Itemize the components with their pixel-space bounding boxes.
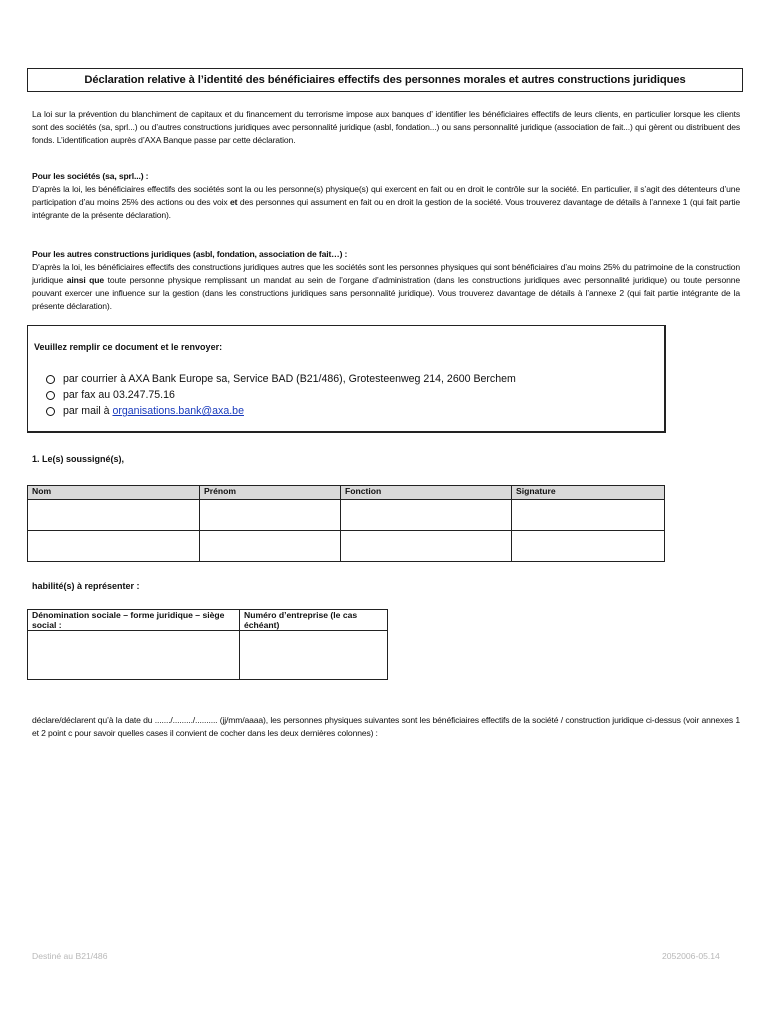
mail-prefix: par mail à: [63, 405, 113, 417]
return-method-fax: [46, 387, 516, 403]
societes-et: et: [230, 197, 238, 207]
circle-bullet-icon: [46, 407, 55, 416]
signatories-table: [27, 485, 665, 562]
header-prenom: Prénom: [200, 486, 341, 500]
nom-cell[interactable]: [28, 531, 200, 562]
courrier-text: par courrier à AXA Bank Europe sa, Service BAD (B21/486), Grotesteenweg 214, 2600 Berchem: [63, 373, 516, 385]
return-method-courrier: [46, 371, 516, 387]
table-row: [28, 631, 388, 680]
autres-ainsi-que: ainsi que: [66, 275, 105, 285]
return-methods-list: [46, 371, 516, 419]
mail-link[interactable]: organisations.bank@axa.be: [112, 405, 244, 417]
header-denomination: Dénomination sociale – forme juridique – siège social :: [28, 610, 240, 631]
denomination-cell[interactable]: [28, 631, 240, 680]
header-nom: Nom: [28, 486, 200, 500]
document-title: Déclaration relative à l’identité des bénéficiaires effectifs des personnes morales et autres constructions juridiques: [27, 68, 743, 92]
intro-paragraph: La loi sur la prévention du blanchiment de capitaux et du financement du terrorisme impose aux banques d’ identifier les bénéficiaires effectifs de leurs clients, en particulier lorsque les clients sont des sociétés (sa, sprl...) ou d’autres constructions juridiques avec personnalité juridique (asbl, fondation...) ou sans personnalité juridique (association de fait...) qui gèrent ou distribuent des fonds. L’identification auprès d’AXA Banque passe par cette déclaration.: [32, 109, 740, 145]
circle-bullet-icon: [46, 375, 55, 384]
prenom-cell[interactable]: [200, 500, 341, 531]
table-row: [28, 531, 665, 562]
autres-text-a: D’après la loi, les bénéficiaires effectifs des constructions juridiques autres que les sociétés sont les personnes physiques qui sont bénéficiaires d’au moins 25% du patrimoine de la construction juridique: [32, 262, 740, 285]
return-instructions-heading: Veuillez remplir ce document et le renvoyer:: [34, 342, 223, 352]
header-signature: Signature: [512, 486, 665, 500]
autres-heading: Pour les autres constructions juridiques (asbl, fondation, association de fait…) :: [32, 249, 348, 259]
societes-text-a: D’après la loi, les bénéficiaires effectifs des sociétés sont la ou les personne(s) physique(s) qui exercent en fait ou en droit le contrôle sur la société. En particulier, il s’agit des détenteurs d’une participation d’au moins 25% des actions ou des voix: [32, 184, 740, 207]
fax-text: par fax au 03.247.75.16: [63, 389, 175, 401]
section-1-label: 1. Le(s) soussigné(s),: [32, 454, 125, 464]
signature-cell[interactable]: [512, 500, 665, 531]
signature-cell[interactable]: [512, 531, 665, 562]
footer-destination: Destiné au B21/486: [32, 951, 108, 961]
habilite-label: habilité(s) à représenter :: [32, 581, 140, 591]
table-header-row: [28, 610, 388, 631]
entity-table: [27, 609, 388, 680]
footer-form-code: 2052006-05.14: [662, 951, 720, 961]
prenom-cell[interactable]: [200, 531, 341, 562]
header-fonction: Fonction: [341, 486, 512, 500]
return-instructions-box: [27, 325, 666, 433]
circle-bullet-icon: [46, 391, 55, 400]
fonction-cell[interactable]: [341, 500, 512, 531]
societes-heading: Pour les sociétés (sa, sprl...) :: [32, 171, 149, 181]
numero-entreprise-cell[interactable]: [240, 631, 388, 680]
fonction-cell[interactable]: [341, 531, 512, 562]
table-row: [28, 500, 665, 531]
societes-paragraph: [32, 170, 740, 222]
table-header-row: [28, 486, 665, 500]
return-method-mail: [46, 403, 516, 419]
autres-paragraph: [32, 248, 740, 313]
autres-text-b: toute personne physique remplissant un mandat au sein de l’organe d’administration (dans les constructions juridiques avec personnalité juridique) ou toute personne pouvant exercer une influence sur la gestion (dans les constructions juridiques sans personnalité juridique). Vous trouverez davantage de détails à l’annexe 2 (qui fait partie intégrante de la présente déclaration).: [32, 275, 740, 311]
societes-text-b: des personnes qui assument en fait ou en droit la gestion de la société. Vous trouverez davantage de détails à l’annexe 1 (qui fait partie intégrante de la présente déclaration).: [32, 197, 740, 220]
header-numero-entreprise: Numéro d’entreprise (le cas échéant): [240, 610, 388, 631]
declaration-paragraph: déclare/déclarent qu’à la date du ......./........./.......... (jj/mm/aaaa), les personnes physiques suivantes sont les bénéficiaires effectifs de la société / construction juridique ci-dessus (voir annexes 1 et 2 point c pour savoir quelles cases il convient de cocher dans les deux dernières colonnes) :: [32, 715, 740, 738]
nom-cell[interactable]: [28, 500, 200, 531]
